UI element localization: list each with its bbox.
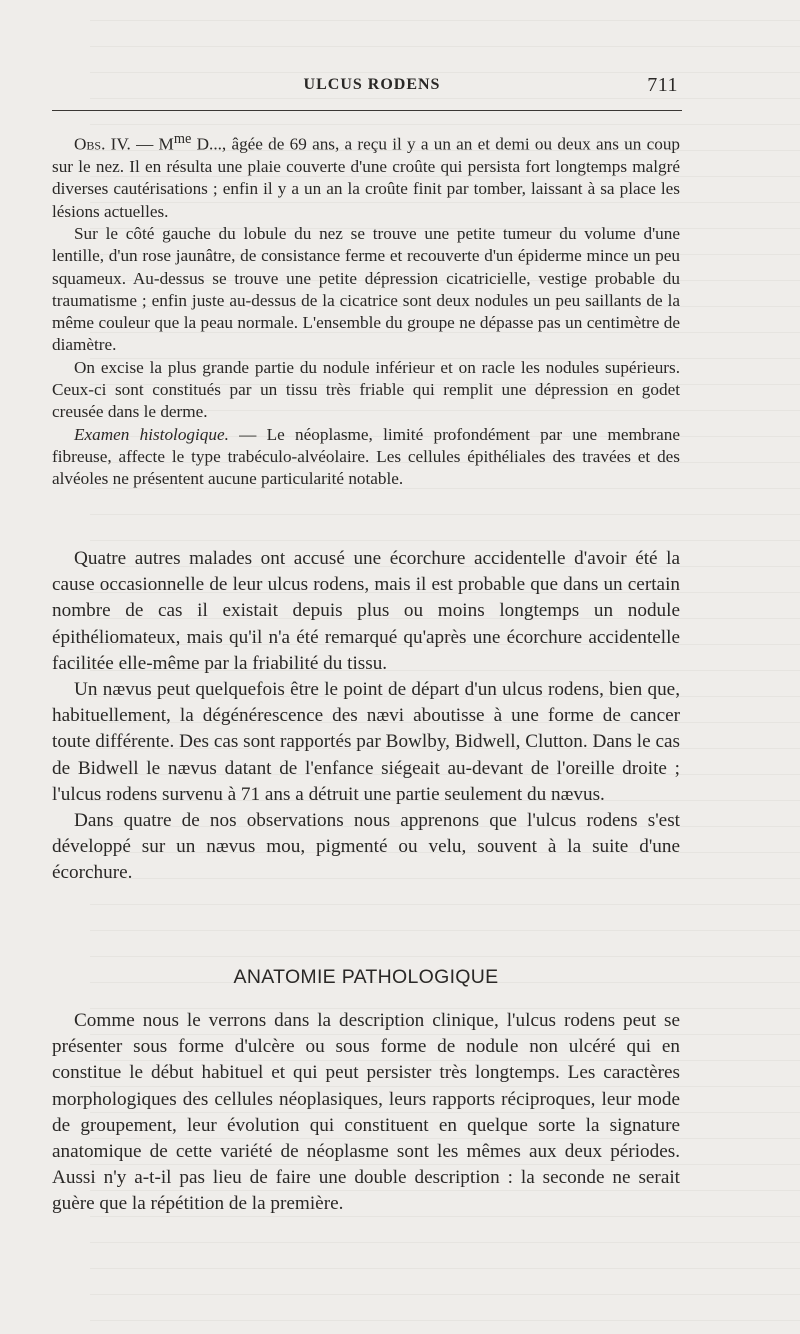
observation-block bbox=[52, 128, 680, 490]
observation-label: Obs. IV. bbox=[74, 134, 131, 154]
observation-p1-text: D..., âgée de 69 ans, a reçu il y a un an et demi ou deux ans un coup sur le nez. Il en résulta une plaie couverte d'une croûte qui persista fort longtemps malgré diverses cautérisations ; enfin il y a un an la croûte finit par tomber, laissant à sa place les lésions actuelles. bbox=[52, 134, 681, 221]
observation-patient-sup: me bbox=[173, 131, 192, 147]
body-paragraph-1: Quatre autres malades ont accusé une écorchure accidentelle d'avoir été la cause occasionnelle de leur ulcus rodens, mais il est probable que dans un certain nombre de cas il existait depuis plus ou moins longtemps un nodule épithéliomateux, mais qu'il n'a été remarqué qu'après une écorchure accidentelle facilitée elle-même par la friabilité du tissu. bbox=[52, 548, 680, 674]
observation-paragraph-2: Sur le côté gauche du lobule du nez se trouve une petite tumeur du volume d'une lentille, d'un rose jaunâtre, de consistance ferme et recouverte d'un épiderme mince un peu squameux. Au-dessus se trouve une petite dépression cicatricielle, vestige probable du traumatisme ; enfin juste au-dessus de la cicatrice sont deux nodules un peu saillants de la même couleur que la peau normale. L'ensemble du groupe ne dépasse pas un centimètre de diamètre. bbox=[52, 223, 680, 355]
main-text bbox=[52, 546, 680, 887]
observation-paragraph-1 bbox=[52, 128, 680, 223]
running-title: ULCUS RODENS bbox=[303, 76, 441, 93]
section-heading: ANATOMIE PATHOLOGIQUE bbox=[233, 966, 499, 988]
observation-dash: — bbox=[130, 134, 159, 154]
histology-label: Examen histologique. bbox=[74, 424, 229, 444]
header-rule bbox=[52, 110, 682, 111]
body-paragraph-2: Un nævus peut quelquefois être le point de départ d'un ulcus rodens, bien que, habituellement, la dégénérescence des nævi aboutisse à une forme de cancer toute différente. Des cas sont rapportés par Bowlby, Bidwell, Clutton. Dans le cas de Bidwell le nævus datant de l'enfance siégeait au-devant de l'oreille droite ; l'ulcus rodens survenu à 71 ans a détruit une partie seulement du nævus. bbox=[52, 679, 680, 805]
observation-paragraph-3: On excise la plus grande partie du nodule inférieur et on racle les nodules supérieurs. Ceux-ci sont constitués par un tissu très friable qui remplit une dépression en godet creusée dans le derme. bbox=[52, 357, 680, 422]
section-paragraph-1: Comme nous le verrons dans la description clinique, l'ulcus rodens peut se présenter sous forme d'ulcère ou sous forme de nodule non ulcéré qui en constitue le début habituel et qui peut persister très longtemps. Les caractères morphologiques des cellules néoplasiques, leurs rapports réciproques, leur mode de groupement, leur évolution qui constituent en quelque sorte la signature anatomique de cette variété de néoplasme sont les mêmes aux deux périodes. Aussi n'y a-t-il pas lieu de faire une double description : la seconde ne serait guère que la répétition de la première. bbox=[52, 1010, 680, 1215]
histology-text: — Le néoplasme, limité profondément par une membrane fibreuse, affecte le type trabéculo-alvéolaire. Les cellules épithéliales des travées et des alvéoles ne présentent aucune particularité notable. bbox=[52, 424, 680, 489]
page-header bbox=[52, 74, 680, 104]
page-number: 711 bbox=[647, 74, 678, 96]
section-text bbox=[52, 1008, 680, 1218]
body-paragraph-3: Dans quatre de nos observations nous apprenons que l'ulcus rodens s'est développé sur un nævus mou, pigmenté ou velu, souvent à la suite d'une écorchure. bbox=[52, 810, 680, 884]
observation-patient: M bbox=[158, 134, 174, 154]
observation-paragraph-4 bbox=[52, 424, 680, 491]
